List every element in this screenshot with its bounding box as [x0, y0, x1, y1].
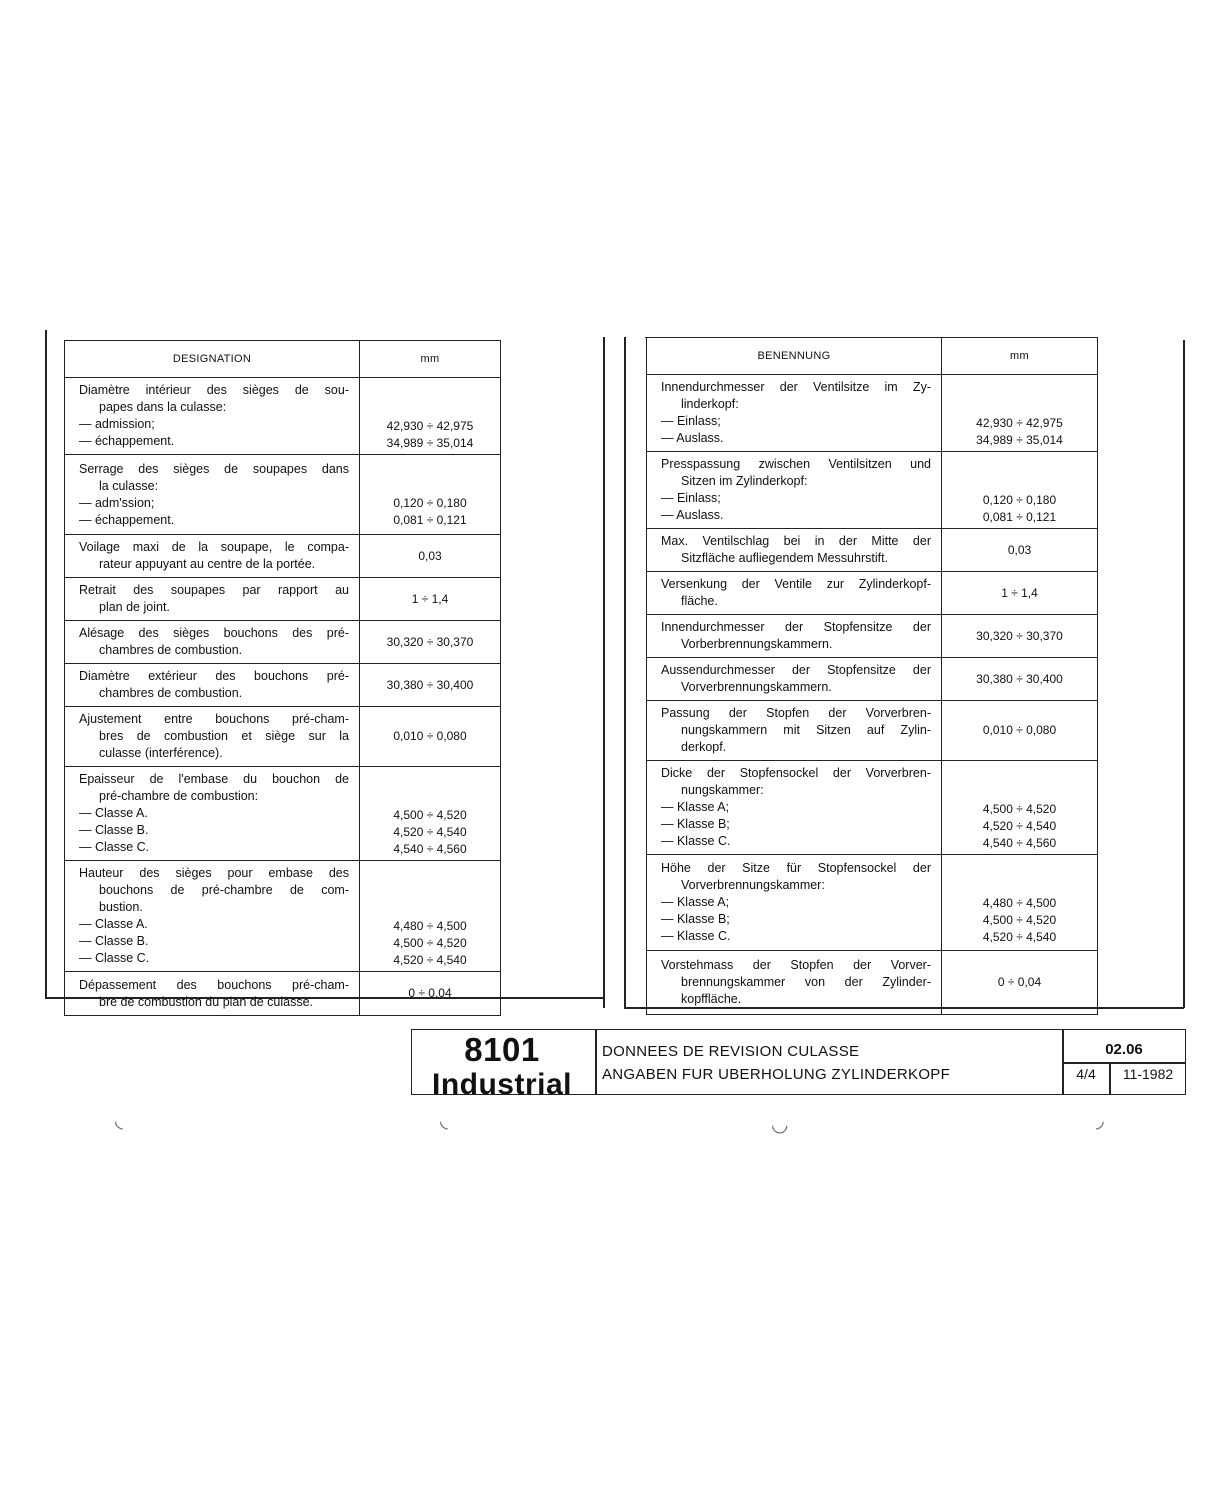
- row-description: [647, 452, 942, 529]
- row-description: [65, 578, 360, 621]
- description-line: — Classe B.: [79, 823, 149, 837]
- description-line: — Klasse A;: [661, 895, 730, 909]
- table-row: [647, 375, 1098, 452]
- value-line: 4,520 ÷ 4,540: [393, 825, 467, 839]
- description-line: — Classe A.: [79, 806, 148, 820]
- row-value: [942, 375, 1098, 452]
- table-row: [647, 615, 1098, 658]
- row-description: [647, 529, 942, 572]
- row-description: [647, 658, 942, 701]
- description-line: Vorverbrennungskammern.: [681, 680, 832, 694]
- row-description: [647, 572, 942, 615]
- value-line: 4,500 ÷ 4,520: [982, 913, 1057, 927]
- description-line: — Classe A.: [79, 917, 148, 931]
- center-divider-right: [624, 337, 626, 1008]
- value-line: 1 ÷ 1,4: [411, 591, 449, 606]
- binder-hole-mark: ◟: [440, 1110, 448, 1132]
- row-description: [65, 455, 360, 535]
- description-line: pré-chambre de combustion:: [99, 789, 259, 803]
- description-line: bustion.: [99, 900, 143, 914]
- row-value: [942, 658, 1098, 701]
- description-line: fläche.: [681, 594, 718, 608]
- binder-hole-mark: ◞: [1096, 1110, 1104, 1132]
- description-line: — Auslass.: [661, 508, 724, 522]
- value-line: [364, 867, 496, 884]
- description-line: rateur appuyant au centre de la portée.: [99, 557, 316, 571]
- right-panel-border: [1183, 340, 1185, 1008]
- value-line: [946, 784, 1093, 801]
- value-line: [946, 398, 1093, 415]
- value-line: [364, 884, 496, 901]
- row-value: [360, 664, 501, 707]
- description-line: Alésage des sièges bouchons des pré-: [79, 626, 349, 640]
- description-line: Aussendurchmesser der Stopfensitze der: [661, 663, 931, 677]
- table-row: [647, 658, 1098, 701]
- french-spec-table: [64, 340, 501, 1016]
- designation-header: DESIGNATION: [65, 341, 360, 378]
- value-line: [364, 461, 496, 478]
- table-header-row: [65, 341, 501, 378]
- row-description: [65, 707, 360, 767]
- table-row: [647, 452, 1098, 529]
- table-row: [65, 972, 501, 1016]
- section-number: 02.06: [1105, 1041, 1143, 1058]
- description-line: bouchons de pré-chambre de com-: [99, 883, 349, 897]
- value-line: 0,010 ÷ 0,080: [393, 729, 467, 743]
- description-line: Diamètre extérieur des bouchons pré-: [79, 669, 349, 683]
- row-description: [65, 861, 360, 972]
- description-line: — Classe C.: [79, 951, 150, 965]
- table-row: [647, 572, 1098, 615]
- issue-date: 11-1982: [1122, 1066, 1174, 1082]
- value-line: [946, 878, 1093, 895]
- unit-header: mm: [942, 338, 1098, 375]
- row-description: [647, 701, 942, 761]
- title-french: DONNEES DE REVISION CULASSE: [602, 1043, 860, 1060]
- binder-hole-mark: ◟: [115, 1110, 123, 1132]
- description-line: — Classe C.: [79, 840, 150, 854]
- value-line: 0,03: [1007, 542, 1032, 557]
- description-line: — Auslass.: [661, 431, 724, 445]
- table-row: [647, 761, 1098, 855]
- row-value: [360, 578, 501, 621]
- description-line: kopffläche.: [681, 992, 742, 1006]
- table-row: [65, 767, 501, 861]
- row-value: [360, 861, 501, 972]
- value-line: 1 ÷ 1,4: [1001, 585, 1038, 600]
- row-value: [942, 855, 1098, 951]
- value-line: [364, 901, 496, 918]
- table-row: [65, 455, 501, 535]
- value-line: 4,480 ÷ 4,500: [393, 919, 467, 933]
- title-german: ANGABEN FUR UBERHOLUNG ZYLINDERKOPF: [602, 1066, 951, 1083]
- value-line: [946, 475, 1093, 492]
- description-line: — Einlass;: [661, 491, 721, 505]
- description-line: Vorberbrennungskammern.: [681, 637, 833, 651]
- description-line: — Klasse B;: [661, 912, 730, 926]
- description-line: bre de combustion du plan de culasse.: [99, 994, 314, 1009]
- row-description: [647, 375, 942, 452]
- row-value: [942, 761, 1098, 855]
- description-line: Innendurchmesser der Ventilsitze im Zy-: [661, 380, 931, 394]
- row-value: [360, 378, 501, 455]
- value-line: 4,500 ÷ 4,520: [982, 802, 1057, 816]
- description-line: — échappement.: [79, 434, 175, 448]
- binder-hole-mark: ◡: [771, 1114, 789, 1136]
- value-line: 34,989 ÷ 35,014: [386, 436, 474, 450]
- row-value: [942, 701, 1098, 761]
- title-block: [411, 1029, 1186, 1101]
- description-line: Max. Ventilschlag bei in der Mitte der: [661, 534, 931, 548]
- value-line: 42,930 ÷ 42,975: [386, 419, 474, 433]
- description-line: Dicke der Stopfensockel der Vorverbren-: [661, 766, 931, 780]
- title-divider: [595, 1030, 597, 1094]
- value-line: 4,540 ÷ 4,560: [393, 842, 467, 856]
- description-line: Sitzfläche aufliegendem Messuhrstift.: [681, 551, 889, 565]
- value-line: 0,010 ÷ 0,080: [982, 723, 1057, 737]
- row-description: [65, 535, 360, 578]
- description-line: Hauteur des sièges pour embase des: [79, 866, 349, 880]
- row-value: [942, 572, 1098, 615]
- row-description: [65, 664, 360, 707]
- row-description: [647, 951, 942, 1015]
- table-header-row: [647, 338, 1098, 375]
- value-line: 4,520 ÷ 4,540: [982, 819, 1057, 833]
- value-line: 4,480 ÷ 4,500: [982, 896, 1057, 910]
- table-row: [647, 951, 1098, 1015]
- description-line: plan de joint.: [99, 600, 170, 614]
- description-line: Epaisseur de l'embase du bouchon de: [79, 772, 349, 786]
- german-spec-table: [646, 337, 1098, 1015]
- description-line: Retrait des soupapes par rapport au: [79, 583, 349, 597]
- description-line: linderkopf:: [681, 397, 739, 411]
- description-line: Vorverbrennungskammer:: [681, 878, 825, 892]
- value-line: [946, 458, 1093, 475]
- value-line: 0,03: [418, 548, 442, 563]
- row-value: [942, 452, 1098, 529]
- value-line: 30,380 ÷ 30,400: [386, 677, 474, 692]
- row-description: [647, 615, 942, 658]
- row-description: [647, 855, 942, 951]
- description-line: Presspassung zwischen Ventilsitzen und: [661, 457, 931, 471]
- description-line: — adm'ssion;: [79, 495, 155, 510]
- description-line: papes dans la culasse:: [99, 400, 227, 414]
- value-line: [946, 381, 1093, 398]
- row-value: [360, 767, 501, 861]
- value-line: 4,520 ÷ 4,540: [393, 953, 467, 967]
- description-line: Dépassement des bouchons pré-cham-: [79, 977, 349, 992]
- value-line: 30,380 ÷ 30,400: [976, 671, 1063, 686]
- description-line: bres de combustion et siège sur la: [99, 729, 349, 743]
- table-row: [65, 578, 501, 621]
- value-line: 0,120 ÷ 0,180: [393, 496, 467, 510]
- row-description: [65, 621, 360, 664]
- value-line: 4,500 ÷ 4,520: [393, 808, 467, 822]
- table-row: [65, 861, 501, 972]
- description-line: Serrage des sièges de soupapes dans: [79, 461, 349, 476]
- description-line: — admission;: [79, 417, 155, 431]
- table-row: [647, 529, 1098, 572]
- value-line: 4,540 ÷ 4,560: [982, 836, 1057, 850]
- table-row: [65, 664, 501, 707]
- row-value: [942, 615, 1098, 658]
- row-description: [647, 761, 942, 855]
- table-row: [65, 621, 501, 664]
- description-line: Ajustement entre bouchons pré-cham-: [79, 712, 349, 726]
- unit-header: mm: [360, 341, 501, 378]
- value-line: 0,081 ÷ 0,121: [393, 513, 467, 527]
- value-line: [364, 384, 496, 401]
- row-value: [360, 621, 501, 664]
- description-line: Sitzen im Zylinderkopf:: [681, 474, 808, 488]
- row-value: [942, 529, 1098, 572]
- value-line: 4,520 ÷ 4,540: [982, 930, 1057, 944]
- row-description: [65, 378, 360, 455]
- value-line: [364, 401, 496, 418]
- description-line: Versenkung der Ventile zur Zylinderkopf-: [661, 577, 931, 591]
- description-line: Innendurchmesser der Stopfensitze der: [661, 620, 931, 634]
- description-line: — Klasse C.: [661, 834, 731, 848]
- value-line: [946, 861, 1093, 878]
- description-line: — Klasse B;: [661, 817, 730, 831]
- page-number: 4/4: [1076, 1066, 1096, 1082]
- table-row: [65, 378, 501, 455]
- description-line: nungskammern mit Sitzen auf Zylin-: [681, 723, 931, 737]
- description-line: chambres de combustion.: [99, 643, 243, 657]
- benennung-header: BENENNUNG: [647, 338, 942, 375]
- description-line: chambres de combustion.: [99, 686, 243, 700]
- model-number: 8101: [464, 1031, 540, 1068]
- description-line: Diamètre intérieur des sièges de sou-: [79, 383, 349, 397]
- value-line: 34,989 ÷ 35,014: [976, 433, 1063, 447]
- section-underline: [1062, 1062, 1185, 1064]
- description-line: — Classe B.: [79, 934, 149, 948]
- row-description: [65, 767, 360, 861]
- brand-name: Industrial: [431, 1068, 572, 1101]
- description-line: Voilage maxi de la soupape, le compa-: [79, 540, 349, 554]
- description-line: Höhe der Sitze für Stopfensockel der: [661, 861, 931, 875]
- description-line: — Einlass;: [661, 414, 721, 428]
- table-row: [647, 855, 1098, 951]
- description-line: nungskammer:: [681, 783, 764, 797]
- value-line: [364, 478, 496, 495]
- row-value: [360, 455, 501, 535]
- value-line: [364, 790, 496, 807]
- center-divider-left: [603, 337, 605, 1008]
- description-line: culasse (interférence).: [99, 746, 223, 760]
- value-line: 30,320 ÷ 30,370: [386, 634, 474, 649]
- table-row: [65, 707, 501, 767]
- value-line: [946, 767, 1093, 784]
- description-line: — échappement.: [79, 512, 175, 527]
- row-value: [360, 707, 501, 767]
- description-line: Vorstehmass der Stopfen der Vorver-: [661, 958, 931, 972]
- row-value: [360, 535, 501, 578]
- value-line: 30,320 ÷ 30,370: [976, 628, 1063, 643]
- value-line: 42,930 ÷ 42,975: [976, 416, 1063, 430]
- left-panel-border: [45, 330, 47, 998]
- description-line: la culasse:: [99, 478, 159, 493]
- table-row: [647, 701, 1098, 761]
- description-line: derkopf.: [681, 740, 727, 754]
- description-line: — Klasse C.: [661, 929, 731, 943]
- value-line: [364, 773, 496, 790]
- row-value: [942, 951, 1098, 1015]
- table-row: [65, 535, 501, 578]
- value-line: 0 ÷ 0,04: [997, 975, 1042, 989]
- description-line: brennungskammer von der Zylinder-: [681, 975, 931, 989]
- description-line: Passung der Stopfen der Vorverbren-: [661, 706, 931, 720]
- value-line: 0,081 ÷ 0,121: [982, 510, 1057, 524]
- row-description: [65, 972, 360, 1016]
- row-value: [360, 972, 501, 1016]
- value-line: 0,120 ÷ 0,180: [982, 493, 1057, 507]
- value-line: 0 ÷ 0,04: [408, 986, 452, 1000]
- description-line: — Klasse A;: [661, 800, 730, 814]
- value-line: 4,500 ÷ 4,520: [393, 936, 467, 950]
